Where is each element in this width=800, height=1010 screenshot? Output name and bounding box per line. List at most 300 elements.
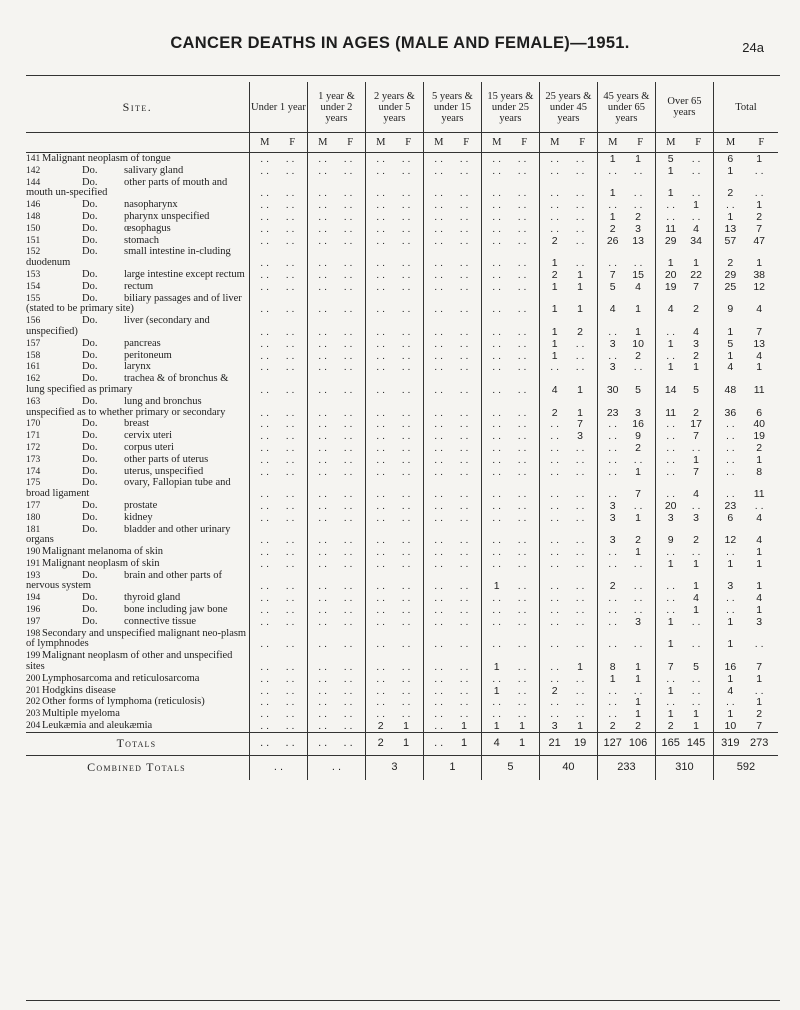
age-header-15-25: 15 years & under 25 years (481, 82, 539, 133)
value-cell (423, 293, 481, 316)
male-count: . . (434, 684, 444, 697)
male-total: 165 (661, 737, 680, 750)
female-count: . . (754, 164, 764, 177)
female-count: . . (343, 257, 353, 270)
female-count: . . (459, 638, 469, 651)
female-count: . . (691, 164, 701, 177)
male-count: . . (434, 615, 444, 628)
male-count: . . (550, 511, 560, 524)
table-row (26, 673, 778, 685)
site-label: ovary, Fallopian tube and broad ligament (26, 477, 231, 500)
female-count: 22 (690, 268, 702, 281)
value-cell (713, 604, 778, 616)
female-count: 1 (577, 661, 584, 674)
male-count: . . (434, 164, 444, 177)
female-count: . . (459, 453, 469, 466)
value-cell (713, 293, 778, 316)
value-cell (597, 246, 655, 269)
female-count: 4 (635, 280, 642, 293)
sex-header-cell (655, 133, 713, 153)
female-count: . . (575, 199, 585, 212)
female-label: F (637, 136, 644, 148)
female-count: . . (517, 325, 527, 338)
male-count: 9 (667, 534, 674, 547)
value-cell (481, 546, 539, 558)
male-count: . . (376, 234, 386, 247)
female-count: . . (691, 187, 701, 200)
female-count: . . (343, 361, 353, 374)
female-count: 4 (693, 222, 700, 235)
female-count: . . (575, 708, 585, 721)
value-cell (539, 466, 597, 478)
male-count: 57 (724, 234, 737, 247)
male-count: . . (376, 303, 386, 316)
female-count: . . (285, 325, 295, 338)
site-code: 146 (26, 200, 41, 211)
female-count: . . (401, 361, 411, 374)
male-count: 1 (551, 280, 558, 293)
value-cell (365, 696, 423, 708)
value-cell (655, 418, 713, 430)
value-cell (249, 524, 307, 547)
female-count: . . (343, 708, 353, 721)
female-count: 1 (635, 153, 642, 165)
value-cell (423, 570, 481, 593)
site-cell (26, 546, 249, 558)
male-count: . . (434, 441, 444, 454)
female-count: . . (459, 615, 469, 628)
site-code: 203 (26, 709, 41, 720)
totals-cell (655, 732, 713, 755)
site-cell (26, 650, 249, 673)
value-cell (423, 628, 481, 651)
site-label: lung and bronchus unspecified as to whether primary or secondary (26, 395, 226, 418)
female-count: . . (517, 546, 527, 559)
value-cell (249, 177, 307, 200)
male-count: . . (260, 187, 270, 200)
male-count: . . (492, 164, 502, 177)
site-label: biliary passages and of liver (stated to be primary site) (26, 292, 242, 315)
value-cell (655, 524, 713, 547)
male-total: . . (434, 737, 444, 750)
totals-row (26, 732, 778, 755)
male-count: 10 (724, 720, 737, 733)
male-count: 1 (727, 672, 734, 685)
value-cell (597, 153, 655, 165)
site-code: 172 (26, 442, 41, 453)
table-row (26, 338, 778, 350)
site-label: corpus uteri (124, 441, 174, 453)
female-count: . . (691, 684, 701, 697)
value-cell (597, 199, 655, 211)
male-label: M (608, 136, 618, 148)
ditto-mark: Do. (82, 337, 98, 349)
value-cell (249, 616, 307, 628)
male-count: . . (492, 615, 502, 628)
value-cell (713, 720, 778, 732)
female-count: 17 (690, 418, 702, 431)
female-count: . . (517, 453, 527, 466)
male-count: . . (376, 557, 386, 570)
site-cell (26, 558, 249, 570)
female-count: . . (285, 661, 295, 674)
female-count: 1 (577, 406, 584, 419)
value-cell (481, 650, 539, 673)
value-cell (423, 199, 481, 211)
cancer-deaths-table-wrap (26, 82, 778, 780)
site-code: 199 (26, 651, 41, 662)
site-code: 157 (26, 338, 41, 349)
male-count: 2 (727, 257, 734, 270)
male-count: . . (725, 488, 735, 501)
value-cell (365, 165, 423, 177)
female-count: . . (401, 406, 411, 419)
male-count: 1 (609, 187, 616, 200)
site-label: breast (124, 418, 150, 430)
value-cell (481, 281, 539, 293)
female-count: . . (285, 604, 295, 617)
page-title: CANCER DEATHS IN AGES (MALE AND FEMALE)—1951. (170, 34, 630, 52)
female-count: . . (401, 187, 411, 200)
site-code: 158 (26, 350, 41, 361)
value-cell (539, 153, 597, 165)
value-cell (307, 604, 365, 616)
value-cell (597, 673, 655, 685)
ditto-mark: Do. (82, 523, 98, 535)
female-count: . . (343, 672, 353, 685)
site-cell (26, 592, 249, 604)
male-count: . . (318, 604, 328, 617)
female-count: . . (575, 638, 585, 651)
male-count: . . (725, 465, 735, 478)
male-count: . . (550, 488, 560, 501)
value-cell (539, 373, 597, 396)
age-header-5-15: 5 years & under 15 years (423, 82, 481, 133)
female-count: 4 (693, 325, 700, 338)
value-cell (249, 246, 307, 269)
value-cell (597, 350, 655, 362)
female-count: . . (401, 580, 411, 593)
site-code: 174 (26, 466, 41, 477)
value-cell (655, 361, 713, 373)
value-cell (713, 524, 778, 547)
ditto-mark: Do. (82, 604, 98, 616)
female-count: . . (633, 557, 643, 570)
female-count: 7 (577, 418, 584, 431)
value-cell (307, 616, 365, 628)
female-count: . . (575, 361, 585, 374)
female-count: 1 (635, 546, 642, 559)
value-cell (307, 685, 365, 697)
male-count: 1 (727, 708, 734, 721)
ditto-mark: Do. (82, 418, 98, 430)
female-count: 3 (635, 406, 642, 419)
male-count: 1 (551, 303, 558, 316)
male-count: . . (492, 441, 502, 454)
male-count: 1 (727, 615, 734, 628)
male-count: 1 (493, 661, 500, 674)
ditto-mark: Do. (82, 164, 98, 176)
site-code: 190 (26, 547, 41, 558)
female-count: 1 (635, 325, 642, 338)
value-cell (713, 546, 778, 558)
female-label: F (579, 136, 586, 148)
male-count: . . (318, 199, 328, 212)
male-count: 23 (606, 406, 619, 419)
ditto-mark: Do. (82, 246, 98, 258)
value-cell (539, 685, 597, 697)
male-count: . . (376, 511, 386, 524)
male-count: . . (666, 453, 676, 466)
male-count: . . (318, 234, 328, 247)
female-total: . . (343, 737, 353, 750)
value-cell (307, 628, 365, 651)
value-cell (539, 696, 597, 708)
male-count: . . (376, 222, 386, 235)
female-count: 1 (403, 720, 410, 733)
female-count: 5 (635, 383, 642, 396)
value-cell (307, 211, 365, 223)
site-cell (26, 153, 249, 165)
value-cell (713, 685, 778, 697)
male-count: 4 (727, 684, 734, 697)
value-cell (539, 570, 597, 593)
value-cell (365, 211, 423, 223)
table-row (26, 223, 778, 235)
value-cell (539, 558, 597, 570)
value-cell (597, 315, 655, 338)
value-cell (365, 281, 423, 293)
value-cell (307, 430, 365, 442)
value-cell (423, 708, 481, 720)
site-code: 152 (26, 247, 41, 258)
value-cell (423, 211, 481, 223)
female-count: 1 (635, 696, 642, 709)
female-count: . . (691, 499, 701, 512)
male-count: . . (666, 349, 676, 362)
value-cell (423, 350, 481, 362)
value-cell (481, 477, 539, 500)
site-code: 162 (26, 374, 41, 385)
value-cell (713, 338, 778, 350)
male-count: . . (666, 199, 676, 212)
female-count: . . (459, 580, 469, 593)
male-count: . . (318, 406, 328, 419)
male-count: 2 (551, 406, 558, 419)
female-count: 4 (756, 349, 763, 362)
value-cell (481, 211, 539, 223)
female-count: 1 (635, 708, 642, 721)
male-count: . . (376, 661, 386, 674)
female-count: 6 (756, 406, 763, 419)
male-count: . . (376, 708, 386, 721)
value-cell (307, 558, 365, 570)
value-cell (249, 696, 307, 708)
sex-header-cell (365, 133, 423, 153)
male-count: 1 (667, 337, 674, 350)
male-count: . . (434, 349, 444, 362)
female-count: . . (691, 441, 701, 454)
male-count: 1 (493, 720, 500, 733)
male-count: 1 (551, 257, 558, 270)
female-count: 1 (756, 672, 763, 685)
female-count: 1 (693, 361, 700, 374)
female-count: . . (517, 257, 527, 270)
sex-header-row (26, 133, 778, 153)
female-count: 2 (635, 441, 642, 454)
site-code: 150 (26, 223, 41, 234)
value-cell (539, 177, 597, 200)
male-count: 1 (667, 684, 674, 697)
male-count: . . (434, 580, 444, 593)
female-count: . . (343, 268, 353, 281)
female-count: . . (459, 164, 469, 177)
value-cell (365, 350, 423, 362)
male-count: 3 (609, 361, 616, 374)
male-count: 1 (667, 615, 674, 628)
male-count: . . (434, 153, 444, 165)
value-cell (365, 223, 423, 235)
value-cell (597, 466, 655, 478)
site-cell (26, 673, 249, 685)
age-header-over-65: Over 65 years (655, 82, 713, 133)
male-count: . . (260, 337, 270, 350)
male-count: . . (318, 349, 328, 362)
female-count: . . (575, 453, 585, 466)
female-count: . . (459, 592, 469, 605)
site-label: small intestine in-cluding duodenum (26, 246, 231, 269)
male-count: . . (376, 672, 386, 685)
table-row (26, 373, 778, 396)
female-count: . . (343, 534, 353, 547)
value-cell (481, 361, 539, 373)
table-row (26, 512, 778, 524)
value-cell (597, 708, 655, 720)
male-count: . . (318, 303, 328, 316)
value-cell (423, 246, 481, 269)
female-count: 3 (577, 430, 584, 443)
site-label: Malignant melanoma of skin (42, 546, 164, 558)
value-cell (713, 442, 778, 454)
female-count: . . (343, 222, 353, 235)
ditto-mark: Do. (82, 315, 98, 327)
female-count: 1 (693, 453, 700, 466)
value-cell (249, 430, 307, 442)
female-count: . . (691, 696, 701, 709)
female-count: 1 (756, 696, 763, 709)
male-count: . . (318, 672, 328, 685)
male-count: 1 (727, 557, 734, 570)
male-count: 16 (724, 661, 737, 674)
female-count: 1 (693, 708, 700, 721)
table-row (26, 546, 778, 558)
site-label: Malignant neoplasm of other and unspecified sites (26, 650, 233, 673)
female-count: . . (343, 592, 353, 605)
value-cell (423, 430, 481, 442)
value-cell (307, 396, 365, 419)
totals-cell (481, 732, 539, 755)
value-cell (539, 708, 597, 720)
female-count: . . (575, 615, 585, 628)
sex-header-cell (713, 133, 778, 153)
male-count: . . (434, 465, 444, 478)
site-label: rectum (124, 280, 154, 292)
value-cell (713, 211, 778, 223)
value-cell (597, 512, 655, 524)
site-code: 151 (26, 235, 41, 246)
male-count: . . (550, 453, 560, 466)
female-count: 1 (577, 303, 584, 316)
combined-total-cell: . . (307, 755, 365, 780)
site-cell (26, 570, 249, 593)
site-cell (26, 616, 249, 628)
female-count: . . (517, 511, 527, 524)
female-count: . . (517, 696, 527, 709)
value-cell (307, 361, 365, 373)
female-count: 2 (635, 534, 642, 547)
totals-cell (307, 732, 365, 755)
value-cell (249, 373, 307, 396)
value-cell (365, 466, 423, 478)
male-count: . . (608, 696, 618, 709)
female-count: . . (575, 684, 585, 697)
male-count: 1 (667, 257, 674, 270)
female-count: 1 (577, 280, 584, 293)
female-count: . . (401, 604, 411, 617)
value-cell (249, 361, 307, 373)
female-count: . . (691, 615, 701, 628)
value-cell (481, 708, 539, 720)
female-count: . . (575, 488, 585, 501)
value-cell (713, 199, 778, 211)
male-count: . . (666, 325, 676, 338)
ditto-mark: Do. (82, 430, 98, 442)
female-count: . . (285, 488, 295, 501)
value-cell (365, 418, 423, 430)
male-count: . . (608, 708, 618, 721)
female-count: 9 (635, 430, 642, 443)
value-cell (249, 546, 307, 558)
female-count: . . (285, 453, 295, 466)
male-count: 9 (727, 303, 734, 316)
value-cell (423, 373, 481, 396)
female-count: . . (285, 418, 295, 431)
value-cell (423, 396, 481, 419)
value-cell (713, 628, 778, 651)
female-count: 2 (756, 210, 763, 223)
male-count: . . (434, 187, 444, 200)
female-total: 106 (628, 737, 648, 750)
female-count: . . (459, 441, 469, 454)
male-count: . . (318, 696, 328, 709)
combined-total-cell: . . (249, 755, 307, 780)
female-count: . . (285, 511, 295, 524)
male-count: . . (260, 720, 270, 733)
site-label: stomach (124, 234, 159, 246)
female-count: . . (633, 164, 643, 177)
table-row (26, 524, 778, 547)
female-count: . . (401, 268, 411, 281)
value-cell (307, 708, 365, 720)
female-count: 4 (756, 534, 763, 547)
male-count: . . (434, 337, 444, 350)
value-cell (655, 628, 713, 651)
value-cell (713, 235, 778, 247)
male-count: 5 (667, 153, 674, 165)
female-count: . . (517, 280, 527, 293)
male-count: 4 (667, 303, 674, 316)
value-cell (655, 696, 713, 708)
